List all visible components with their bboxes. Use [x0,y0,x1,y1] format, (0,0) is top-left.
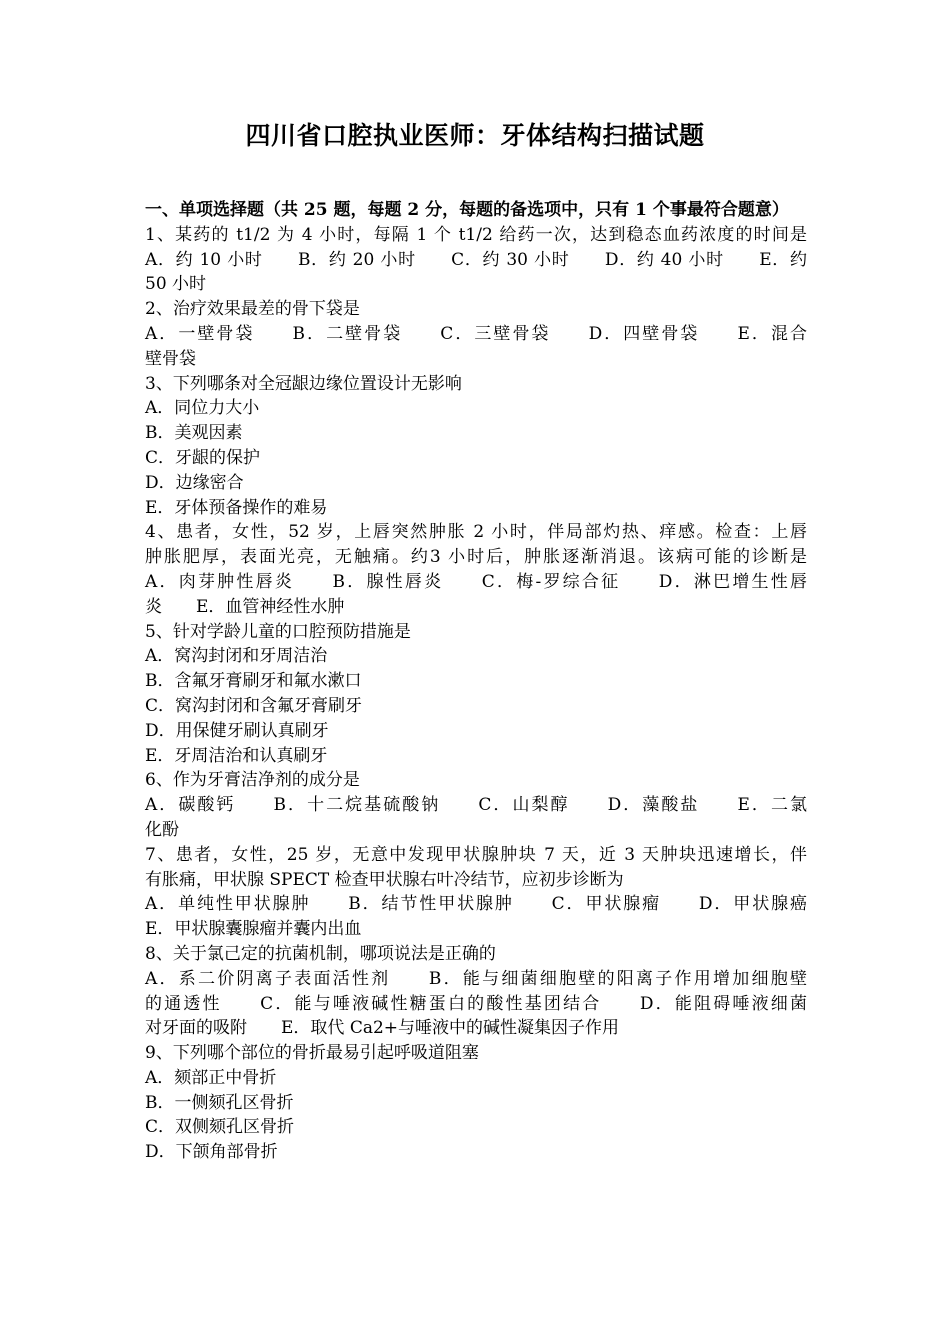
question-4-options: A．肉芽肿性唇炎 B．腺性唇炎 C．梅-罗综合征 D．淋巴增生性唇 [145,571,807,592]
question-4-stem: 4、患者，女性，52 岁，上唇突然肿胀 2 小时，伴局部灼热、痒感。检查：上唇 [145,522,807,543]
question-1-stem: 1、某药的 t1/2 为 4 小时，每隔 1 个 t1/2 给药一次，达到稳态血药浓度的时间是 [145,224,807,245]
question-7-stem: 7、患者，女性，25 岁，无意中发现甲状腺肿块 7 天，近 3 天肿块迅速增长，伴 [145,844,807,865]
question-5-option-c: C．窝沟封闭和含氟牙膏刷牙 [145,695,363,716]
page-title: 四川省口腔执业医师：牙体结构扫描试题 [245,121,705,150]
question-7-stem-cont: 有胀痛，甲状腺 SPECT 检查甲状腺右叶冷结节，应初步诊断为 [145,869,624,890]
question-7-options: A．单纯性甲状腺肿 B．结节性甲状腺肿 C．甲状腺瘤 D．甲状腺癌 [145,894,807,915]
question-3-option-a: A．同位力大小 [145,398,260,419]
question-7-options-cont: E．甲状腺囊腺瘤并囊内出血 [145,919,362,940]
question-5-option-e: E．牙周洁治和认真刷牙 [145,745,328,766]
question-5-option-d: D．用保健牙刷认真刷牙 [145,720,329,741]
question-3-option-b: B．美观因素 [145,423,243,444]
document-body [145,198,807,1165]
question-9-option-d: D．下颌角部骨折 [145,1142,278,1163]
question-8-options-cont-2: 对牙面的吸附 E．取代 Ca2+与唾液中的碱性凝集因子作用 [145,1018,620,1039]
question-8-options-cont: 的通透性 C．能与唾液碱性糖蛋白的酸性基团结合 D．能阻碍唾液细菌 [145,993,807,1014]
question-1-options-cont: 50 小时 [145,274,207,295]
question-8-options: A．系二价阴离子表面活性剂 B．能与细菌细胞壁的阳离子作用增加细胞壁 [145,968,807,989]
question-5-option-b: B．含氟牙膏刷牙和氟水漱口 [145,671,362,692]
question-4-stem-cont: 肿胀肥厚，表面光亮，无触痛。约3 小时后，肿胀逐渐消退。该病可能的诊断是 [145,547,807,568]
section-heading: 一、单项选择题（共 25 题，每题 2 分，每题的备选项中，只有 1 个事最符合题意） [145,200,789,220]
question-6-options-cont: 化酚 [145,819,179,840]
question-4-options-cont: 炎 E．血管神经性水肿 [145,596,345,617]
question-3-option-c: C．牙龈的保护 [145,447,261,468]
question-8-stem: 8、关于氯己定的抗菌机制，哪项说法是正确的 [145,943,496,964]
question-3-option-d: D．边缘密合 [145,472,244,493]
question-2-options-cont: 壁骨袋 [145,348,196,369]
question-5-option-a: A．窝沟封闭和牙周洁治 [145,646,328,667]
question-9-option-b: B．一侧颏孔区骨折 [145,1092,294,1113]
question-3-option-e: E．牙体预备操作的难易 [145,497,328,518]
question-6-options: A．碳酸钙 B．十二烷基硫酸钠 C．山梨醇 D．藻酸盐 E．二氯 [145,795,807,816]
question-2-stem: 2、治疗效果最差的骨下袋是 [145,299,360,320]
question-3-stem: 3、下列哪条对全冠龈边缘位置设计无影响 [145,373,462,394]
question-2-options: A．一壁骨袋 B．二壁骨袋 C．三壁骨袋 D．四壁骨袋 E．混合 [145,323,807,344]
question-9-stem: 9、下列哪个部位的骨折最易引起呼吸道阻塞 [145,1043,479,1064]
question-9-option-c: C．双侧颏孔区骨折 [145,1117,295,1138]
question-6-stem: 6、作为牙膏洁净剂的成分是 [145,770,360,791]
question-5-stem: 5、针对学龄儿童的口腔预防措施是 [145,621,411,642]
question-1-options: A．约 10 小时 B．约 20 小时 C．约 30 小时 D．约 40 小时 E．约 [145,249,807,270]
question-9-option-a: A．颏部正中骨折 [145,1067,277,1088]
